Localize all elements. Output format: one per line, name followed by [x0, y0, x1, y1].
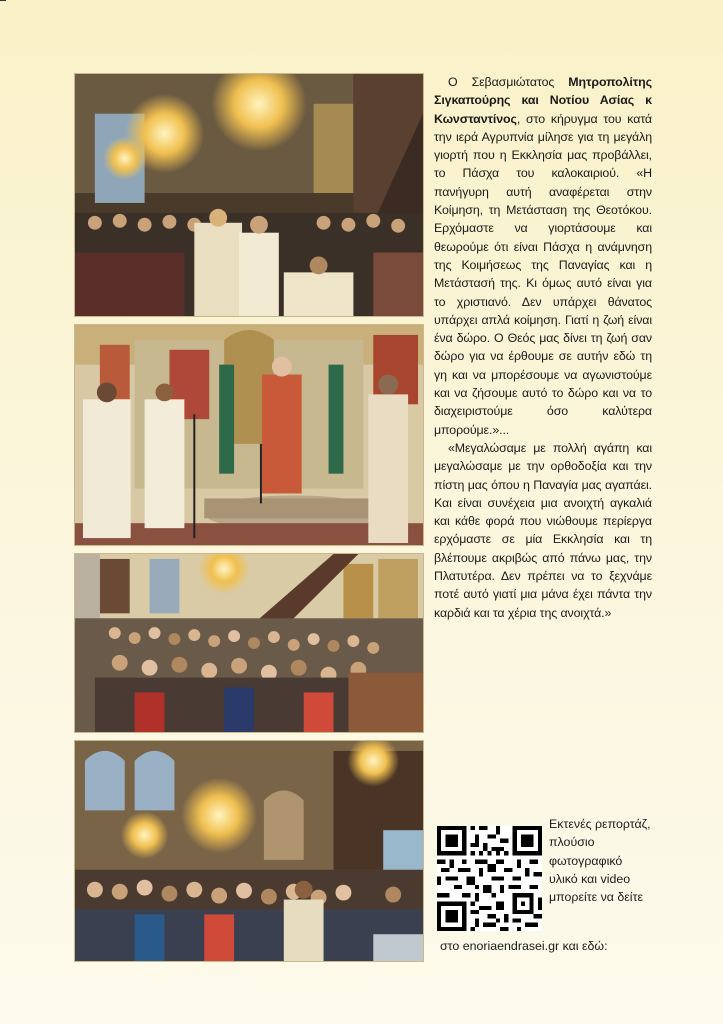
photo-clergy-chandeliers	[74, 73, 424, 317]
paragraph-1-intro: Ο Σεβασμιώτατος	[448, 75, 569, 89]
qr-code-icon	[437, 826, 542, 931]
photo-congregation	[74, 553, 424, 733]
photo-crowded-church	[74, 740, 424, 962]
website-link-line[interactable]: στο enoriaendrasei.gr και εδώ:	[440, 939, 608, 953]
qr-code[interactable]	[437, 826, 542, 931]
paragraph-1-body: , στο κήρυγμα του κατά την ιερά Αγρυπνία μίλησε για τη μεγάλη γιορτή που η Εκκλησία μας προβάλλει, το Πάσχα του καλοκαιριού. «Η πανήγυρη αυτή αναφέρεται στην Κοίμηση, τη Μετάσταση της Θεοτόκου. Ερχόμαστε να γιορτάσουμε και θεωρούμε ότι είναι Πάσχα η ανάμνηση της Κοιμήσεως της Παναγίας και η Μετάστασή της. Κι όμως αυτό είναι για το χριστιανό. Δεν υπάρχει θάνατος υπάρχει απλά κοίμηση. Γιατί η ζωή είναι ένα δώρο. Ο Θεός μας δίνει τη ζωή σαν δώρο για να έρθουμε σε αυτήν εδώ τη γη και να μπορέσουμε να αγωνιστούμε και να ζήσουμε αυτό το δώρο και να το διαχειριστούμε όσο καλύτερα μπορούμε.»...	[434, 111, 652, 437]
corner-mark	[0, 0, 6, 1]
qr-caption: Εκτενές ρεπορτάζ, πλούσιο φωτογραφικό υλικό και video μπορείτε να δείτε	[549, 817, 651, 905]
article-paragraph-2: «Μεγαλώσαμε με πολλή αγάπη και μεγαλώσαμε με την ορθοδοξία και την πίστη μας όπου η Παναγία μας αγαπάει. Και είναι συνέχεια μια ανοιχτή αγκαλιά και κάθε φορά που νιώθουμε περίεργα ερχόμαστε σε μία Εκκλησία και τη βλέπουμε ακριβώς από πάνω μας, την Πλατυτέρα. Δεν πρέπει να το ξεχνάμε ποτέ αυτό γιατί μια μάνα έχει πάντα την καρδιά και τα χέρια της ανοιχτά.»	[434, 440, 652, 620]
article-text	[434, 73, 652, 622]
article-paragraph-1	[434, 73, 652, 439]
metropolitan-name: Μητροπολίτης Σιγκαπούρης και Νοτίου Ασίας κ Κωνσταντίνος	[434, 75, 652, 126]
photo-bishop-at-altar	[74, 324, 424, 546]
